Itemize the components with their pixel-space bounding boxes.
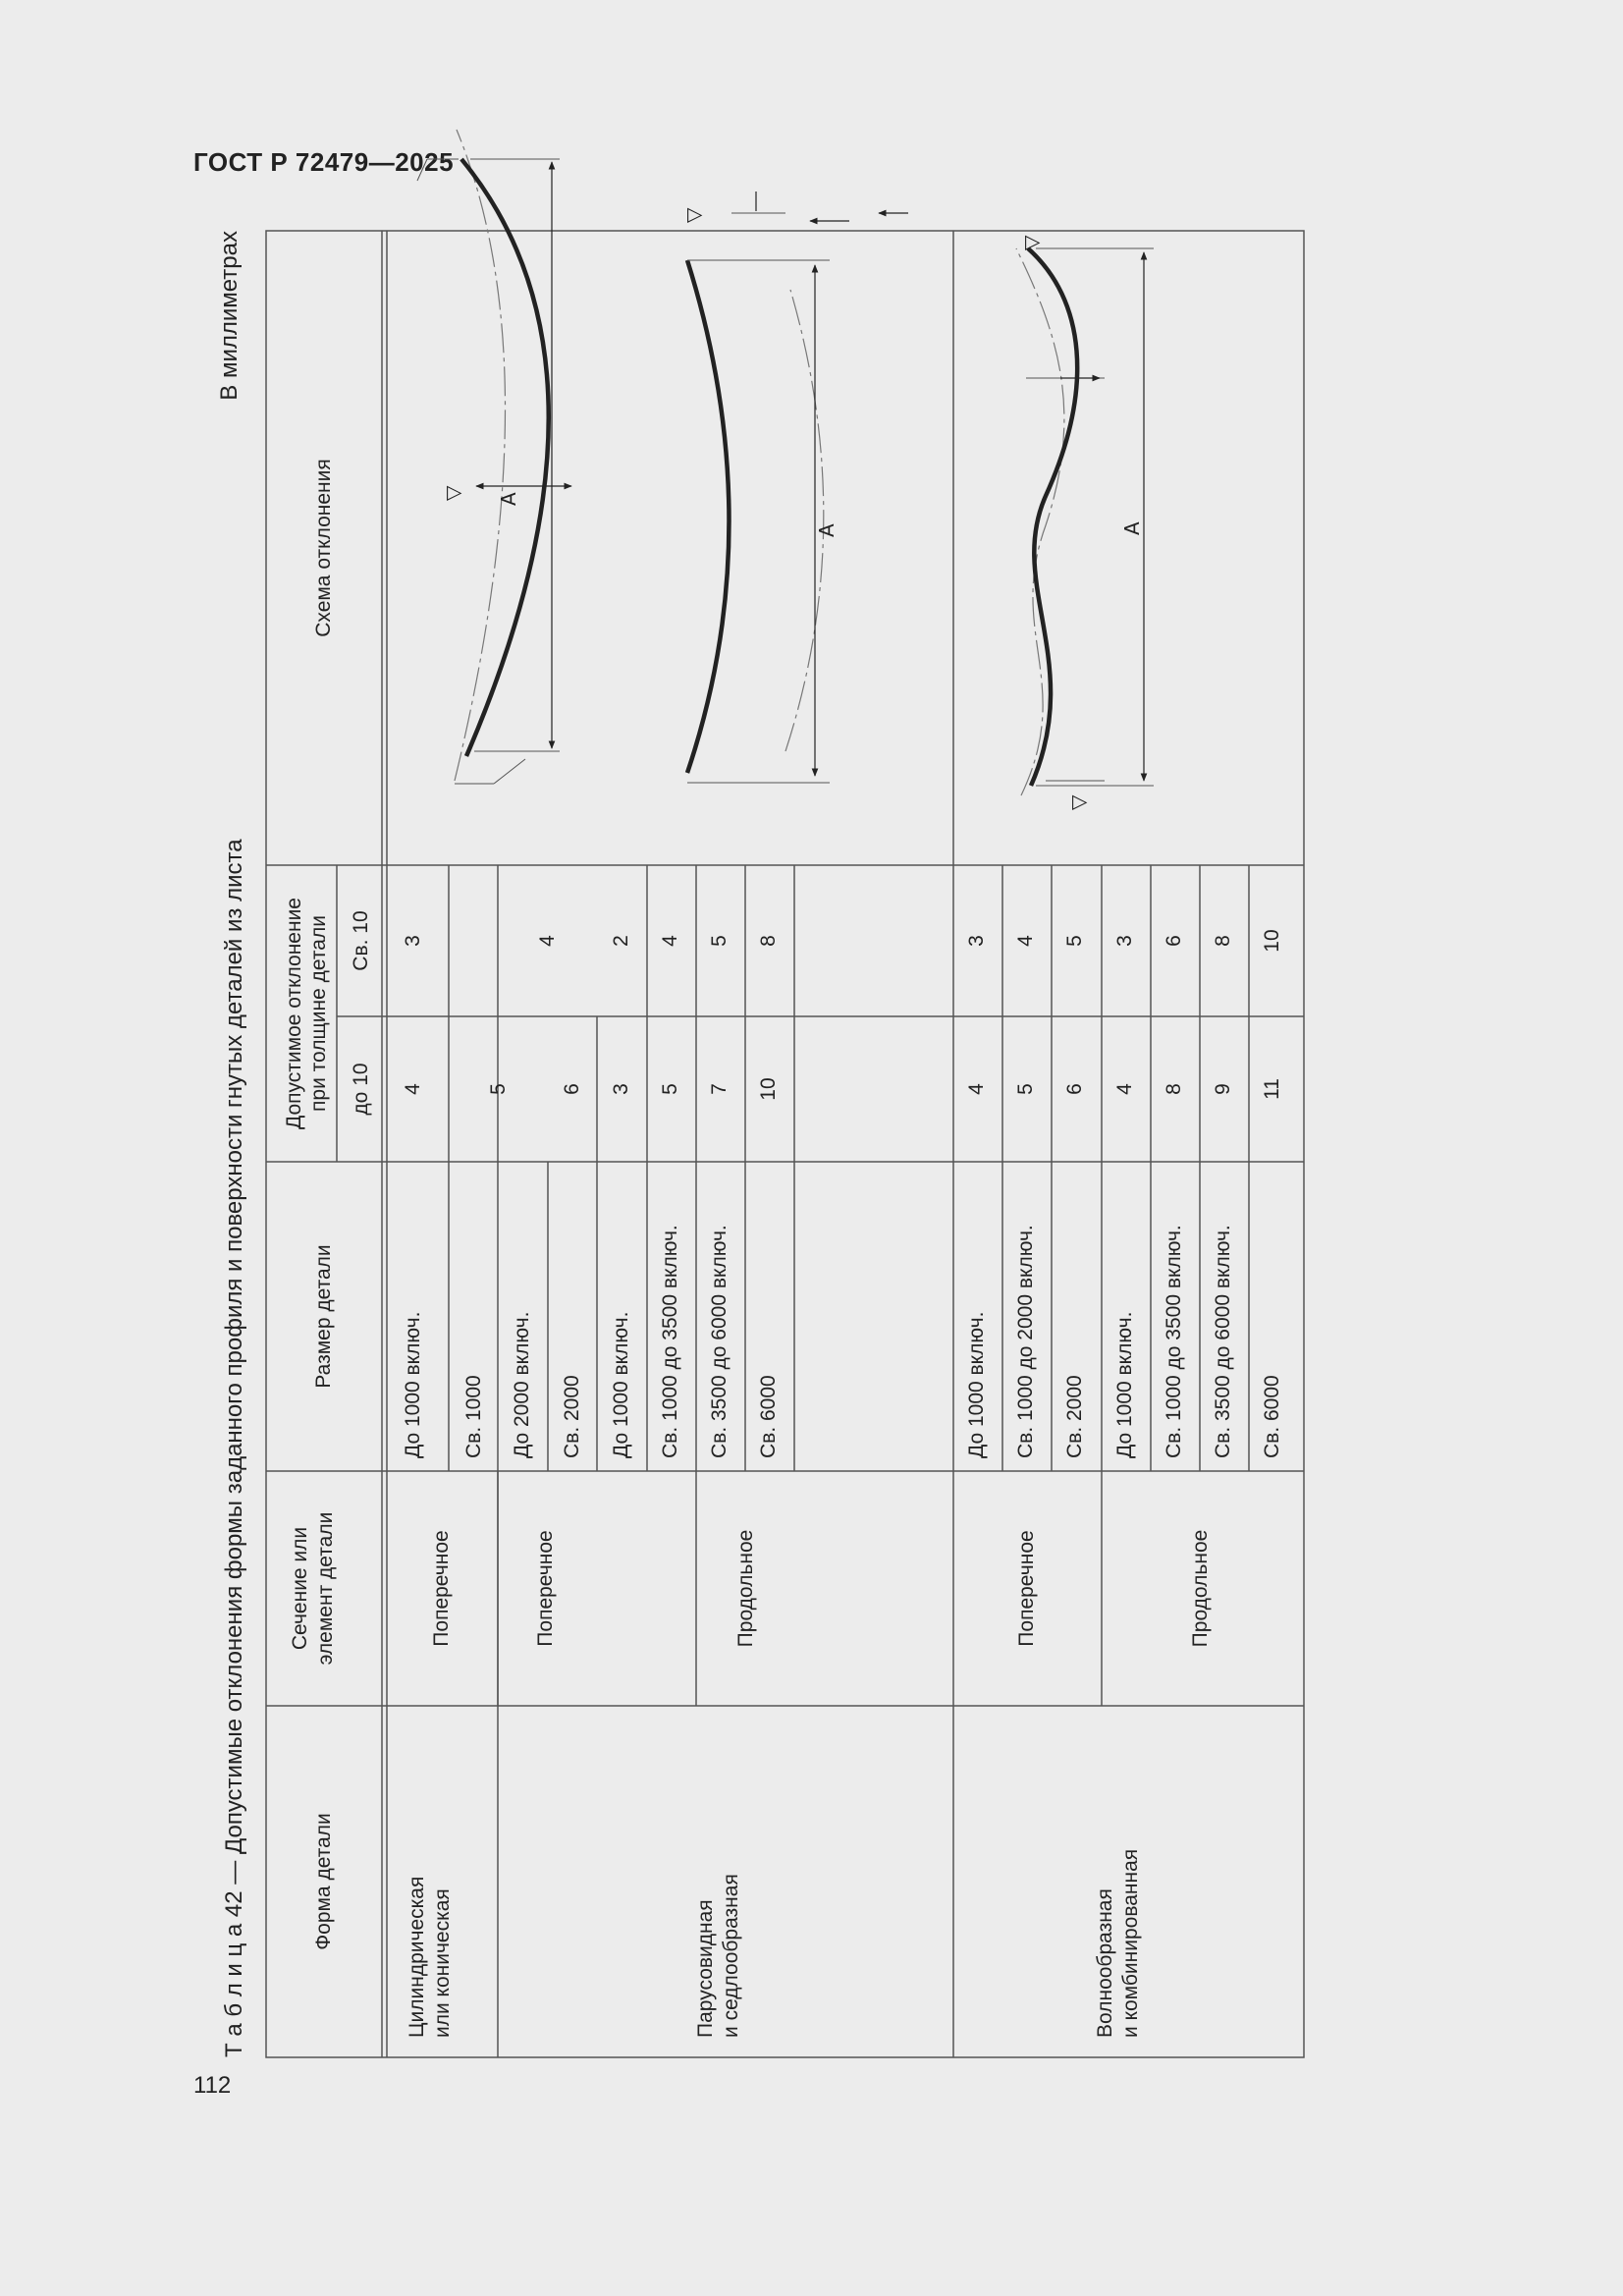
diagram-label-A: A <box>815 523 839 537</box>
size-cell: Св. 6000 <box>1261 1375 1283 1458</box>
size-cell: До 1000 включ. <box>965 1311 988 1458</box>
table-caption: Т а б л и ц а 42 — Допустимые отклонения формы заданного профиля и поверхности гнутых деталей из листа <box>221 839 247 2057</box>
tol-over10-cell: 8 <box>1212 935 1234 947</box>
size-cell: Св. 1000 до 3500 включ. <box>1163 1225 1185 1458</box>
tol-over10-cell: 4 <box>536 935 559 947</box>
size-cell: Св. 2000 <box>1063 1375 1086 1458</box>
size-cell: До 2000 включ. <box>511 1311 533 1458</box>
section-long-2: Продольное <box>1189 1529 1212 1648</box>
col-header-tol-upto10: до 10 <box>350 1063 372 1116</box>
tol-over10-cell: 5 <box>1063 935 1086 947</box>
tol-over10-cell: 6 <box>1163 935 1185 947</box>
diagram-cylindrical <box>417 130 571 784</box>
form-cylindrical-line2: или коническая <box>431 1888 454 2038</box>
page-number: 112 <box>193 2072 232 2099</box>
tol-upto10-cell: 8 <box>1163 1083 1185 1095</box>
col-header-tol-line2: при толщине детали <box>307 915 330 1112</box>
units-note: В миллиметрах <box>216 231 243 401</box>
size-cell: Св. 1000 до 2000 включ. <box>1014 1225 1037 1458</box>
flatness-symbol: ▽ <box>441 485 464 501</box>
tol-upto10-cell: 7 <box>708 1083 730 1095</box>
diagram-wave <box>1016 235 1154 810</box>
col-header-section-line2: элемент детали <box>314 1511 337 1666</box>
form-sail-line2: и седлообразная <box>720 1874 742 2038</box>
size-cell: До 1000 включ. <box>1113 1311 1136 1458</box>
tol-over10-cell: 3 <box>402 935 424 947</box>
tol-over10-cell: 2 <box>610 935 632 947</box>
size-cell: Св. 3500 до 6000 включ. <box>708 1225 730 1458</box>
tol-over10-cell: 4 <box>1014 935 1037 947</box>
col-header-tol-line1: Допустимое отклонение <box>283 898 305 1129</box>
tol-upto10-cell: 6 <box>561 1083 583 1095</box>
diagram-sail <box>681 191 908 783</box>
col-header-tol-over10: Св. 10 <box>350 910 372 971</box>
tol-upto10-cell: 9 <box>1212 1083 1234 1095</box>
size-cell: До 1000 включ. <box>402 1311 424 1458</box>
flatness-symbol: ▽ <box>1066 794 1090 810</box>
flatness-symbol: ▽ <box>681 207 705 223</box>
tol-upto10-cell: 5 <box>487 1083 510 1095</box>
tol-upto10-cell: 4 <box>402 1083 424 1095</box>
size-cell: До 1000 включ. <box>610 1311 632 1458</box>
flatness-symbol: ▽ <box>1019 235 1043 250</box>
size-cell: Св. 1000 <box>462 1375 485 1458</box>
tol-upto10-cell: 4 <box>1113 1083 1136 1095</box>
section-cross-1: Поперечное <box>430 1530 453 1647</box>
section-cross-2: Поперечное <box>534 1530 557 1647</box>
diagram-label-A: A <box>1120 521 1144 535</box>
deviation-diagrams <box>221 207 1321 2057</box>
size-cell: Св. 1000 до 3500 включ. <box>659 1225 681 1458</box>
form-wave-line1: Волнообразная <box>1094 1888 1116 2038</box>
document-header: ГОСТ Р 72479—2025 <box>193 147 455 177</box>
col-header-scheme: Схема отклонения <box>312 459 335 637</box>
size-cell: Св. 2000 <box>561 1375 583 1458</box>
tol-upto10-cell: 3 <box>610 1083 632 1095</box>
tol-upto10-cell: 11 <box>1261 1078 1283 1100</box>
rotated-table-block <box>216 207 1321 2057</box>
form-sail-line1: Парусовидная <box>694 1899 717 2038</box>
diagram-label-A: A <box>497 492 520 506</box>
tol-upto10-cell: 10 <box>757 1077 780 1101</box>
form-cylindrical-line1: Цилиндрическая <box>406 1876 428 2038</box>
tol-over10-cell: 3 <box>1113 935 1136 947</box>
section-cross-3: Поперечное <box>1015 1530 1038 1647</box>
tol-upto10-cell: 6 <box>1063 1083 1086 1095</box>
form-wave-line2: и комбинированная <box>1119 1848 1142 2038</box>
tol-over10-cell: 5 <box>708 935 730 947</box>
tol-over10-cell: 10 <box>1261 929 1283 953</box>
tol-over10-cell: 8 <box>757 935 780 947</box>
col-header-size: Размер детали <box>312 1244 335 1389</box>
tol-over10-cell: 4 <box>659 935 681 947</box>
col-header-section-line1: Сечение или <box>289 1526 311 1651</box>
tol-upto10-cell: 4 <box>965 1083 988 1095</box>
col-header-form: Форма детали <box>312 1813 335 1950</box>
tol-over10-cell: 3 <box>965 935 988 947</box>
tol-upto10-cell: 5 <box>659 1083 681 1095</box>
tol-upto10-cell: 5 <box>1014 1083 1037 1095</box>
size-cell: Св. 3500 до 6000 включ. <box>1212 1225 1234 1458</box>
size-cell: Св. 6000 <box>757 1375 780 1458</box>
section-long-1: Продольное <box>734 1529 757 1648</box>
